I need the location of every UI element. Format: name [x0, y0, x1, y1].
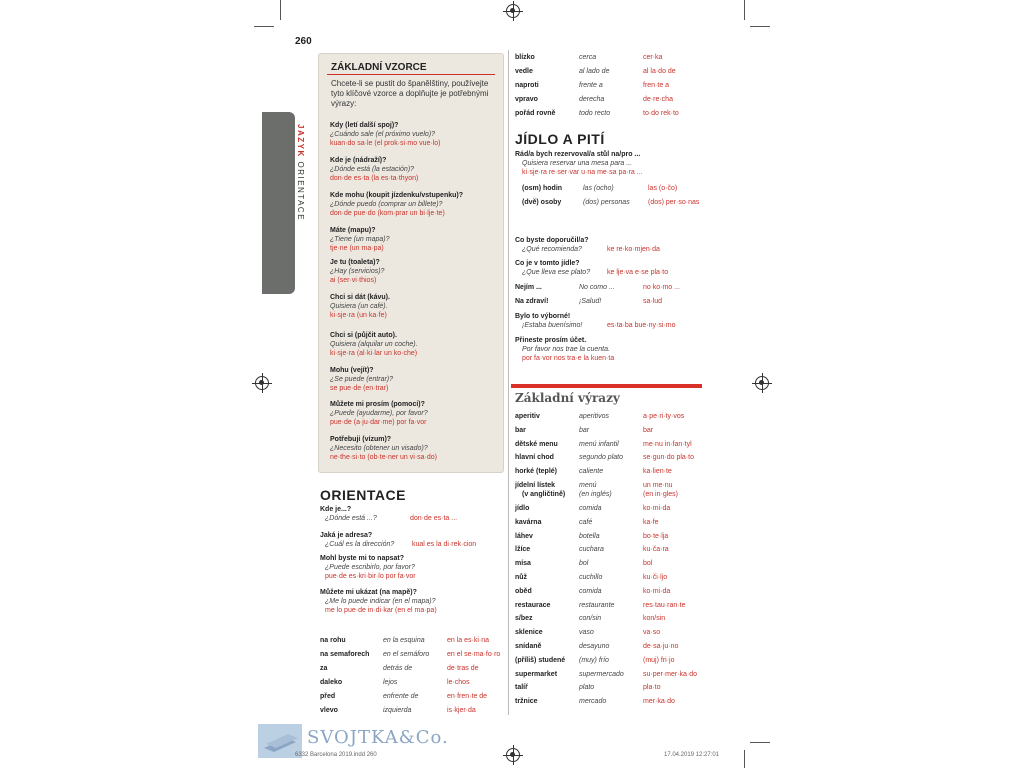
word-pronunciation: un me·nu — [643, 482, 673, 489]
word-pronunciation: en la es·ki·na — [447, 637, 490, 644]
crop-mark — [750, 742, 770, 743]
word-spanish: (muy) frío — [579, 656, 609, 664]
word-spanish: bol — [579, 560, 589, 568]
word-czech: tržnice — [515, 698, 538, 706]
entry-spanish: ¿Puede (ayudarme), por favor? — [330, 410, 428, 417]
word-czech: nůž — [515, 574, 528, 581]
word-czech-extra: (v angličtině) — [522, 491, 566, 498]
word-czech: bar — [515, 426, 526, 434]
entry-czech: Potřebuji (vízum)? — [330, 436, 392, 443]
word-pronunciation: me·nu in·fan·tyl — [643, 440, 692, 448]
word-spanish: derecha — [579, 96, 605, 103]
entry-pronunciation: kuan·do sa·le (el prok·si·mo vue·lo) — [330, 140, 441, 147]
phrase-czech: Nejím ... — [515, 284, 542, 291]
jidlo-intro-es: Quisiera reservar una mesa para ... — [522, 160, 633, 167]
entry-pronunciation: ai (ser·vi·thios) — [330, 277, 377, 284]
word-pronunciation: ku·ča·ra — [643, 546, 669, 554]
phrase-pronunciation: sa·lud — [643, 298, 663, 305]
side-tab — [262, 112, 295, 294]
entry-pronunciation: tje·ne (un ma·pa) — [330, 245, 384, 252]
zakladni-heading: Základní výrazy — [515, 391, 620, 405]
word-pronunciation: en el se·ma·fo·ro — [447, 651, 501, 658]
sub-pronunciation: (dos) per·so·nas — [648, 199, 700, 206]
word-czech: pořád rovně — [515, 110, 556, 117]
crop-mark — [744, 0, 745, 20]
entry-czech: Kde mohu (koupit jízdenku/vstupenku)? — [330, 192, 463, 199]
question-spanish: ¿Cuál es la dirección? — [325, 541, 395, 548]
word-spanish: plato — [579, 684, 595, 692]
question-pronunciation: don·de es·ta ... — [410, 515, 458, 522]
word-pronunciation: bol — [643, 560, 653, 568]
question-spanish: ¿Me lo puede indicar (en el mapa)? — [325, 598, 436, 605]
question-czech: Mohl byste mi to napsat? — [320, 555, 405, 562]
word-pronunciation: se·gun·do pla·to — [643, 454, 694, 462]
question-spanish: ¿Puede escribirlo, por favor? — [325, 564, 415, 571]
word-czech: snídaně — [515, 643, 542, 650]
word-pronunciation: ka·fe — [643, 518, 659, 526]
registration-mark-icon — [255, 376, 269, 390]
word-czech: horké (teplé) — [515, 468, 558, 476]
word-czech: jídelní lístek — [515, 482, 556, 489]
phrase-spanish: ¿Qué recomienda? — [522, 246, 582, 253]
question-pronunciation: pue·de es·kri·bir·lo por fa·vor — [325, 573, 416, 580]
word-czech: za — [320, 665, 328, 672]
sub-pronunciation: las (o·čo) — [648, 185, 678, 192]
word-pronunciation: va·so — [643, 629, 661, 637]
word-spanish: mercado — [579, 698, 607, 706]
phrase-czech: Bylo to výborné! — [515, 313, 571, 320]
word-spanish: desayuno — [579, 643, 610, 650]
entry-spanish: ¿Dónde puedo (comprar un billete)? — [330, 201, 443, 208]
word-pronunciation: is·kjer·da — [447, 707, 476, 714]
word-spanish: cuchara — [579, 546, 604, 554]
entry-pronunciation: don·de pue·do (kom·prar un bi·lje·te) — [330, 210, 445, 217]
word-spanish: todo recto — [579, 110, 611, 117]
registration-mark-icon — [506, 4, 520, 18]
word-czech: lžíce — [515, 546, 531, 554]
word-czech: vedle — [515, 68, 533, 75]
word-pronunciation: de·re·cha — [643, 96, 673, 103]
word-pronunciation: kon/sin — [643, 615, 666, 623]
word-czech: kavárna — [515, 518, 542, 526]
word-czech: mísa — [515, 560, 531, 568]
word-spanish: comida — [579, 587, 602, 595]
word-spanish: cerca — [579, 54, 597, 61]
orientace-heading: ORIENTACE — [320, 487, 406, 503]
entry-spanish: ¿Necesito (obtener un visado)? — [330, 445, 428, 452]
question-spanish: ¿Dónde está ...? — [325, 515, 377, 522]
crop-mark — [750, 26, 770, 27]
entry-czech: Chci si dát (kávu). — [330, 294, 390, 301]
word-spanish: café — [579, 518, 593, 526]
word-pronunciation: al la·do de — [643, 68, 676, 75]
word-pronunciation: pla·to — [643, 684, 661, 692]
entry-spanish: ¿Tiene (un mapa)? — [330, 236, 390, 243]
word-czech: supermarket — [515, 670, 558, 678]
word-czech: láhev — [515, 532, 533, 540]
jidlo-intro-cz: Rád/a bych rezervoval/a stůl na/pro ... — [515, 151, 641, 158]
sub-czech: (osm) hodin — [522, 185, 563, 192]
sub-spanish: (dos) personas — [583, 199, 630, 206]
word-pronunciation: ka·lien·te — [643, 468, 672, 476]
entry-pronunciation: don·de es·ta (la es·ta·thyon) — [330, 175, 419, 182]
sub-czech: (dvě) osoby — [522, 199, 562, 206]
word-czech: hlavní chod — [515, 454, 554, 462]
phrase-pronunciation: ke re·ko·mjen·da — [607, 246, 660, 253]
question-czech: Jaká je adresa? — [320, 532, 373, 539]
word-czech: jídlo — [515, 505, 530, 512]
phrase-spanish: Por favor nos trae la cuenta. — [522, 346, 610, 353]
word-spanish: botella — [579, 532, 600, 540]
word-pronunciation: mer·ka·do — [643, 698, 675, 706]
page-number: 260 — [295, 36, 312, 47]
word-spanish: cuchillo — [579, 574, 603, 581]
word-pronunciation: fren·te a — [643, 82, 670, 89]
section-red-bar — [511, 384, 702, 388]
entry-pronunciation: ki·sje·ra (al·ki·lar un ko·che) — [330, 350, 418, 357]
phrase-spanish: ¡Salud! — [579, 298, 602, 305]
phrase-czech: Přineste prosím účet. — [515, 337, 587, 344]
word-czech: blízko — [515, 54, 535, 61]
word-spanish: enfrente de — [383, 693, 419, 700]
word-pronunciation: ko·mi·da — [643, 505, 671, 512]
entry-pronunciation: ne·the·si·to (ob·te·ner un vi·sa·do) — [330, 454, 437, 461]
entry-spanish: Quisiera (un café). — [330, 303, 388, 310]
phrase-pronunciation: es·ta·ba bue·ny·si·mo — [607, 322, 676, 329]
word-spanish: al lado de — [579, 68, 610, 75]
phrase-spanish: ¡Estaba buenísimo! — [522, 322, 583, 329]
registration-mark-icon — [755, 376, 769, 390]
word-czech: před — [320, 693, 336, 700]
word-spanish: supermercado — [579, 670, 624, 678]
phrase-spanish: ¿Que lleva ese plato? — [522, 269, 591, 276]
word-spanish: vaso — [579, 629, 594, 637]
entry-pronunciation: se pue·de (en·trar) — [330, 385, 389, 392]
publisher-logo-text: SVOJTKA&Co. — [307, 727, 449, 748]
word-pronunciation: cer·ka — [643, 54, 663, 61]
word-czech: vlevo — [320, 707, 338, 714]
entry-czech: Je tu (toaleta)? — [330, 259, 380, 266]
word-spanish: frente a — [579, 82, 603, 89]
word-spanish: comida — [579, 505, 602, 512]
footer-file: 6332 Barcelona 2019.indd 260 — [295, 752, 377, 758]
word-czech: restaurace — [515, 601, 551, 609]
jidlo-intro-pr: ki·sje·ra re·ser·var u·na me·sa pa·ra ... — [522, 169, 643, 176]
phrase-spanish: No como ... — [579, 284, 615, 291]
entry-pronunciation: ki·sje·ra (un ka·fe) — [330, 312, 387, 319]
word-spanish: izquierda — [383, 707, 412, 714]
box-intro: Chcete-li se pustit do španělštiny, používejte tyto klíčové vzorce a doplňujte je potřebnými výrazy: — [331, 79, 489, 108]
entry-spanish: Quisiera (alquilar un coche). — [330, 341, 418, 348]
word-pronunciation-extra: (en in·gles) — [643, 491, 679, 498]
word-pronunciation: bo·te·lja — [643, 532, 669, 540]
word-pronunciation: de·tras de — [447, 665, 479, 672]
phrase-czech: Co byste doporučil/a? — [515, 237, 589, 244]
word-czech: daleko — [320, 679, 343, 686]
word-pronunciation: a·pe·ri·ty·vos — [643, 413, 685, 420]
footer-date: 17.04.2019 12:27:01 — [664, 752, 720, 758]
phrase-pronunciation: ke lje·va e·se pla·to — [607, 269, 669, 276]
crop-mark — [744, 750, 745, 768]
word-pronunciation: to·do rek·to — [643, 110, 679, 117]
word-czech: na semaforech — [320, 651, 370, 658]
entry-spanish: ¿Hay (servicios)? — [330, 268, 385, 275]
word-pronunciation: ko·mi·da — [643, 587, 671, 595]
word-pronunciation: en·fren·te de — [447, 693, 488, 700]
entry-spanish: ¿Cuándo sale (el próximo vuelo)? — [330, 131, 436, 138]
entry-czech: Můžete mi prosím (pomoci)? — [330, 401, 425, 408]
crop-mark — [280, 0, 281, 20]
word-pronunciation: su·per·mer·ka·do — [643, 670, 698, 678]
word-czech: na rohu — [320, 637, 346, 644]
side-tab-label: JAZYK ORIENTACE — [296, 124, 305, 222]
word-spanish: caliente — [579, 468, 604, 476]
word-spanish: con/sin — [579, 615, 602, 623]
entry-czech: Mohu (vejít)? — [330, 367, 374, 374]
word-pronunciation: (muj) fri·jo — [643, 656, 675, 664]
entry-czech: Kdy (letí další spoj)? — [330, 122, 399, 129]
question-czech: Kde je...? — [320, 506, 352, 513]
word-pronunciation: le·chos — [447, 679, 470, 686]
entry-czech: Máte (mapu)? — [330, 227, 376, 234]
jidlo-heading: JÍDLO A PITÍ — [515, 131, 605, 147]
registration-mark-icon — [506, 748, 520, 762]
sub-spanish: las (ocho) — [583, 185, 614, 192]
word-spanish: bar — [579, 426, 590, 434]
word-czech: dětské menu — [515, 440, 558, 448]
word-spanish: lejos — [383, 679, 398, 686]
word-pronunciation: res·tau·ran·te — [643, 601, 686, 609]
word-pronunciation: bar — [643, 426, 654, 434]
word-czech: talíř — [515, 684, 528, 692]
entry-czech: Kde je (nádraží)? — [330, 157, 387, 164]
question-pronunciation: kual es la di·rek·cion — [412, 541, 477, 548]
entry-spanish: ¿Se puede (entrar)? — [330, 376, 394, 383]
entry-czech: Chci si (půjčit auto). — [330, 332, 397, 339]
word-pronunciation: ku·či·ljo — [643, 574, 668, 581]
box-title: ZÁKLADNÍ VZORCE — [331, 62, 427, 73]
question-czech: Můžete mi ukázat (na mapě)? — [320, 589, 417, 596]
column-divider — [508, 50, 509, 715]
phrase-pronunciation: no ko·mo ... — [643, 284, 680, 291]
word-pronunciation: de·sa·ju·no — [643, 643, 679, 650]
word-spanish: menú infantil — [579, 440, 619, 448]
word-czech: naproti — [515, 82, 539, 89]
word-spanish: detrás de — [383, 665, 413, 672]
word-spanish: en el semáforo — [383, 651, 430, 658]
word-czech: sklenice — [515, 629, 543, 637]
entry-pronunciation: pue·de (a·ju·dar·me) por fa·vor — [330, 419, 427, 426]
word-czech: aperitiv — [515, 413, 540, 420]
word-czech: s/bez — [515, 615, 533, 623]
word-spanish: segundo plato — [579, 454, 623, 462]
word-czech: vpravo — [515, 96, 538, 103]
entry-spanish: ¿Dónde está (la estación)? — [330, 166, 415, 173]
crop-mark — [254, 26, 274, 27]
word-spanish: en la esquina — [383, 637, 425, 644]
word-czech: oběd — [515, 587, 532, 595]
word-czech: (příliš) studené — [515, 656, 566, 664]
phrase-pronunciation: por fa·vor nos tra·e la kuen·ta — [522, 355, 615, 362]
phrase-czech: Na zdraví! — [515, 298, 549, 305]
word-spanish-extra: (en inglés) — [579, 491, 612, 498]
word-spanish: restaurante — [579, 601, 615, 609]
word-spanish: aperitivos — [579, 413, 609, 420]
word-spanish: menú — [579, 482, 597, 489]
phrase-czech: Co je v tomto jídle? — [515, 260, 580, 267]
question-pronunciation: me lo pue·de in·di·kar (en el ma·pa) — [325, 607, 437, 614]
